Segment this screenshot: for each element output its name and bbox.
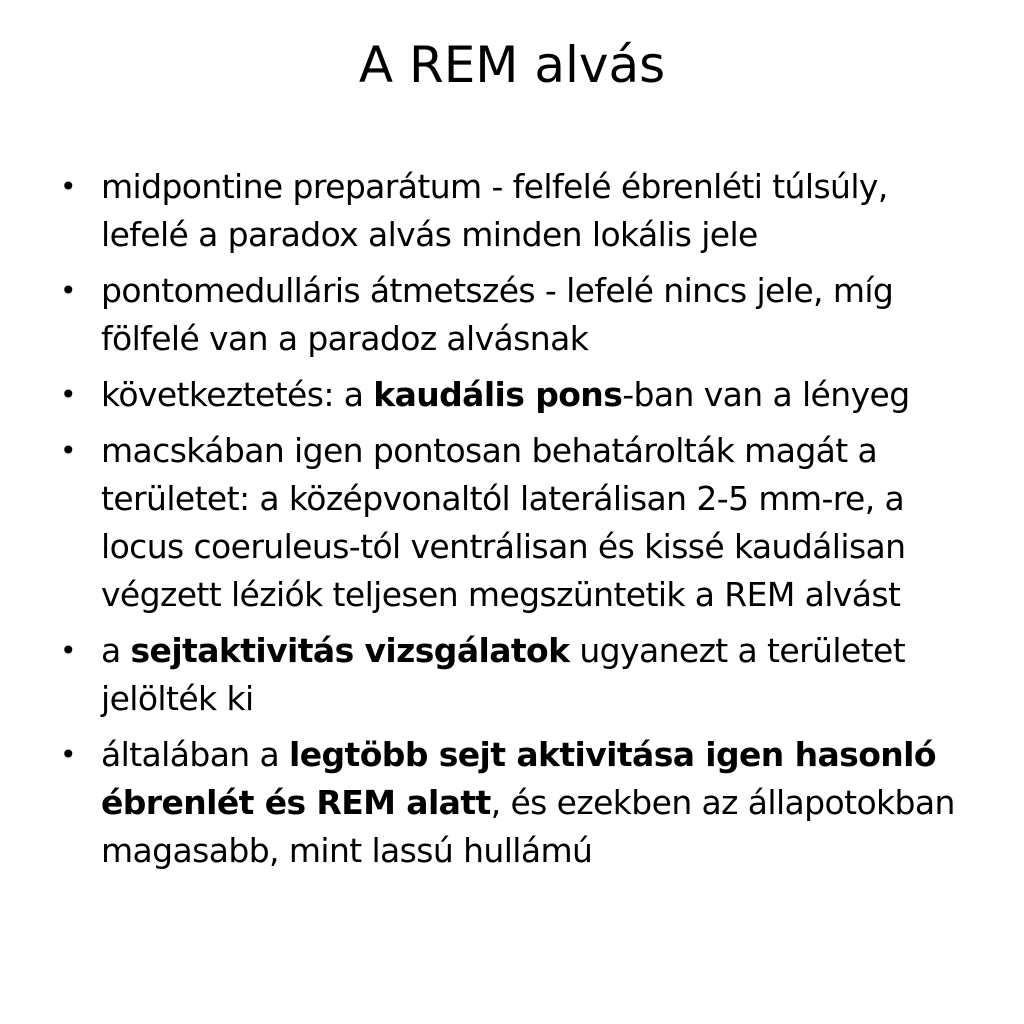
bullet-text: macskában igen pontosan behatárolták magát a területet: a középvonaltól laterálisan 2-5 mm-re, a locus coeruleus-tól ventrálisan és kissé kaudálisan végzett léziók teljesen megszüntetik a REM alvást	[101, 431, 906, 614]
bullet-text: következtetés: a	[101, 375, 374, 414]
bullet-text: pontomedulláris átmetszés - lefelé nincs jele, míg fölfelé van a paradoz alvásnak	[101, 271, 894, 358]
bullet-item-altalaban	[60, 731, 960, 875]
bullet-item-midpontine	[60, 163, 960, 259]
bullet-item-macskaban	[60, 427, 960, 619]
bullet-text: a	[101, 631, 131, 670]
bullet-text: , és ezekben az állapotokban magasabb, mint lassú hullámú	[101, 783, 955, 870]
bullet-bold-text: kaudális pons	[373, 375, 623, 414]
bullet-icon: •	[60, 378, 76, 411]
bullet-item-sejtaktivitas	[60, 627, 960, 723]
bullet-text: midpontine preparátum - felfelé ébrenléti túlsúly, lefelé a paradox alvás minden lokális jele	[101, 167, 888, 254]
bullet-text: ugyanezt a területet jelölték ki	[101, 631, 906, 718]
bullet-item-kovetkeztetes	[60, 371, 960, 419]
bullet-item-pontomedullaris	[60, 267, 960, 363]
bullet-bold-text: legtöbb sejt aktivitása igen hasonló ébrenlét és REM alatt	[101, 735, 936, 822]
bullet-icon: •	[60, 434, 76, 467]
bullet-list	[60, 163, 960, 883]
bullet-text: általában a	[101, 735, 290, 774]
bullet-icon: •	[60, 634, 76, 667]
bullet-bold-text: sejtaktivitás vizsgálatok	[130, 631, 570, 670]
bullet-icon: •	[60, 738, 76, 771]
bullet-text: -ban van a lényeg	[622, 375, 910, 414]
slide-title: A REM alvás	[358, 36, 666, 94]
bullet-icon: •	[60, 170, 76, 203]
bullet-icon: •	[60, 274, 76, 307]
